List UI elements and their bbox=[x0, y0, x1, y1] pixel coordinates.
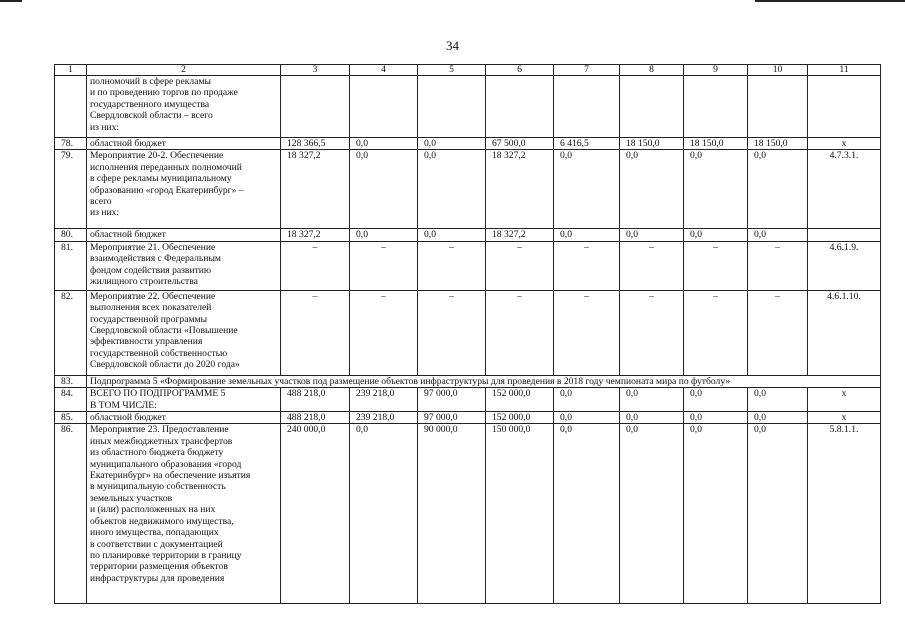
amount-cell: 18 150,0 bbox=[684, 138, 748, 150]
amount-cell: 0,0 bbox=[620, 150, 684, 229]
amount-cell: – bbox=[418, 290, 486, 375]
target-code bbox=[808, 229, 881, 241]
amount-cell bbox=[486, 76, 554, 138]
table-row bbox=[55, 388, 881, 412]
budget-table bbox=[54, 64, 881, 604]
amount-cell: 18 327,2 bbox=[281, 229, 350, 241]
amount-cell: – bbox=[748, 290, 808, 375]
measure-name: Мероприятие 23. Предоставление иных межбюджетных трансфертов из областного бюджета бюджету муниципального образования «город Екатеринбург» на обеспечение изъятия в муниципальную собственность земельных участков и (или) расположенных на них объектов недвижимого имущества, иного имущества, попадающих в соответствии с документацией по планировке территории в границу территории размещения объектов инфраструктуры для проведения bbox=[87, 424, 281, 604]
table-row bbox=[55, 150, 881, 229]
target-code: х bbox=[808, 412, 881, 424]
row-number: 78. bbox=[55, 138, 87, 150]
amount-cell: 0,0 bbox=[350, 150, 418, 229]
table-row bbox=[55, 412, 881, 424]
amount-cell: 0,0 bbox=[684, 412, 748, 424]
amount-cell: 150 000,0 bbox=[486, 424, 554, 604]
scan-edge-mark bbox=[0, 0, 22, 2]
amount-cell: 0,0 bbox=[350, 424, 418, 604]
amount-cell: 18 327,2 bbox=[486, 229, 554, 241]
column-header: 8 bbox=[620, 65, 684, 76]
measure-name: Мероприятие 20-2. Обеспечение исполнения переданных полномочий в сфере рекламы муниципальному образованию «город Екатеринбург» – всего из них: bbox=[87, 150, 281, 229]
measure-name: областной бюджет bbox=[87, 229, 281, 241]
table-row bbox=[55, 290, 881, 375]
target-code: х bbox=[808, 138, 881, 150]
amount-cell: 0,0 bbox=[554, 412, 620, 424]
measure-name: ВСЕГО ПО ПОДПРОГРАММЕ 5 В ТОМ ЧИСЛЕ: bbox=[87, 388, 281, 412]
amount-cell bbox=[684, 76, 748, 138]
amount-cell bbox=[418, 76, 486, 138]
target-code: 4.6.1.10. bbox=[808, 290, 881, 375]
table-row bbox=[55, 375, 881, 387]
amount-cell: 0,0 bbox=[620, 229, 684, 241]
row-number: 82. bbox=[55, 290, 87, 375]
table-row bbox=[55, 138, 881, 150]
amount-cell: – bbox=[554, 241, 620, 290]
table-row bbox=[55, 76, 881, 138]
amount-cell bbox=[748, 76, 808, 138]
amount-cell: 0,0 bbox=[748, 150, 808, 229]
row-number: 84. bbox=[55, 388, 87, 412]
amount-cell: – bbox=[620, 241, 684, 290]
amount-cell: 90 000,0 bbox=[418, 424, 486, 604]
row-number: 86. bbox=[55, 424, 87, 604]
amount-cell: 0,0 bbox=[554, 388, 620, 412]
target-code: х bbox=[808, 388, 881, 412]
amount-cell: – bbox=[281, 241, 350, 290]
row-number bbox=[55, 76, 87, 138]
amount-cell: 67 500,0 bbox=[486, 138, 554, 150]
amount-cell: 0,0 bbox=[418, 150, 486, 229]
amount-cell: 97 000,0 bbox=[418, 412, 486, 424]
amount-cell: 18 327,2 bbox=[486, 150, 554, 229]
amount-cell: – bbox=[620, 290, 684, 375]
amount-cell: 488 218,0 bbox=[281, 388, 350, 412]
target-code: 4.6.1.9. bbox=[808, 241, 881, 290]
amount-cell bbox=[620, 76, 684, 138]
amount-cell: 0,0 bbox=[418, 138, 486, 150]
column-header: 11 bbox=[808, 65, 881, 76]
row-number: 83. bbox=[55, 375, 87, 387]
amount-cell: – bbox=[748, 241, 808, 290]
measure-name: областной бюджет bbox=[87, 138, 281, 150]
amount-cell: 0,0 bbox=[684, 150, 748, 229]
column-header: 2 bbox=[87, 65, 281, 76]
column-header: 7 bbox=[554, 65, 620, 76]
amount-cell: – bbox=[418, 241, 486, 290]
amount-cell bbox=[350, 76, 418, 138]
page-number: 34 bbox=[446, 38, 459, 53]
amount-cell bbox=[554, 76, 620, 138]
amount-cell: – bbox=[684, 241, 748, 290]
amount-cell: 18 150,0 bbox=[620, 138, 684, 150]
column-header: 3 bbox=[281, 65, 350, 76]
amount-cell: 0,0 bbox=[748, 412, 808, 424]
amount-cell: – bbox=[350, 290, 418, 375]
amount-cell: 488 218,0 bbox=[281, 412, 350, 424]
amount-cell: 0,0 bbox=[350, 138, 418, 150]
amount-cell: – bbox=[486, 241, 554, 290]
column-header: 1 bbox=[55, 65, 87, 76]
measure-name: областной бюджет bbox=[87, 412, 281, 424]
amount-cell: 18 327,2 bbox=[281, 150, 350, 229]
amount-cell: 0,0 bbox=[748, 424, 808, 604]
amount-cell: 0,0 bbox=[620, 424, 684, 604]
row-number: 80. bbox=[55, 229, 87, 241]
amount-cell: 0,0 bbox=[620, 412, 684, 424]
amount-cell: 240 000,0 bbox=[281, 424, 350, 604]
amount-cell: 239 218,0 bbox=[350, 388, 418, 412]
amount-cell: 239 218,0 bbox=[350, 412, 418, 424]
amount-cell: – bbox=[684, 290, 748, 375]
amount-cell: 0,0 bbox=[684, 388, 748, 412]
row-number: 81. bbox=[55, 241, 87, 290]
amount-cell: 6 416,5 bbox=[554, 138, 620, 150]
amount-cell: 0,0 bbox=[684, 229, 748, 241]
amount-cell: 152 000,0 bbox=[486, 388, 554, 412]
amount-cell: – bbox=[281, 290, 350, 375]
target-code bbox=[808, 76, 881, 138]
amount-cell bbox=[281, 76, 350, 138]
target-code: 5.8.1.1. bbox=[808, 424, 881, 604]
amount-cell: 0,0 bbox=[418, 229, 486, 241]
column-header: 10 bbox=[748, 65, 808, 76]
amount-cell: 0,0 bbox=[554, 229, 620, 241]
amount-cell: 152 000,0 bbox=[486, 412, 554, 424]
amount-cell: 0,0 bbox=[554, 150, 620, 229]
amount-cell: 128 366,5 bbox=[281, 138, 350, 150]
measure-name: Мероприятие 22. Обеспечение выполнения всех показателей государственной программы Свердловской области «Повышение эффективности управления государственной собственностью Свердловской области до 2020 года» bbox=[87, 290, 281, 375]
table-row bbox=[55, 424, 881, 604]
amount-cell: 18 150,0 bbox=[748, 138, 808, 150]
column-header: 4 bbox=[350, 65, 418, 76]
amount-cell: – bbox=[486, 290, 554, 375]
amount-cell: 0,0 bbox=[620, 388, 684, 412]
column-header: 6 bbox=[486, 65, 554, 76]
table-row bbox=[55, 229, 881, 241]
row-number: 79. bbox=[55, 150, 87, 229]
amount-cell: 97 000,0 bbox=[418, 388, 486, 412]
amount-cell: – bbox=[350, 241, 418, 290]
amount-cell: 0,0 bbox=[350, 229, 418, 241]
target-code: 4.7.3.1. bbox=[808, 150, 881, 229]
subprogram-title: Подпрограмма 5 «Формирование земельных участков под размещение объектов инфраструктуры для проведения в 2018 году чемпионата мира по футболу» bbox=[87, 375, 881, 387]
measure-name: Мероприятие 21. Обеспечение взаимодействия с Федеральным фондом содействия развитию жилищного строительства bbox=[87, 241, 281, 290]
table-row bbox=[55, 241, 881, 290]
amount-cell: 0,0 bbox=[554, 424, 620, 604]
measure-name: полномочий в сфере рекламы и по проведению торгов по продаже государственного имущества Свердловской области – всего из них: bbox=[87, 76, 281, 138]
table-header-row bbox=[55, 65, 881, 76]
scan-edge-mark bbox=[755, 0, 905, 2]
column-header: 5 bbox=[418, 65, 486, 76]
column-header: 9 bbox=[684, 65, 748, 76]
amount-cell: 0,0 bbox=[748, 229, 808, 241]
amount-cell: 0,0 bbox=[748, 388, 808, 412]
amount-cell: – bbox=[554, 290, 620, 375]
amount-cell: 0,0 bbox=[684, 424, 748, 604]
row-number: 85. bbox=[55, 412, 87, 424]
